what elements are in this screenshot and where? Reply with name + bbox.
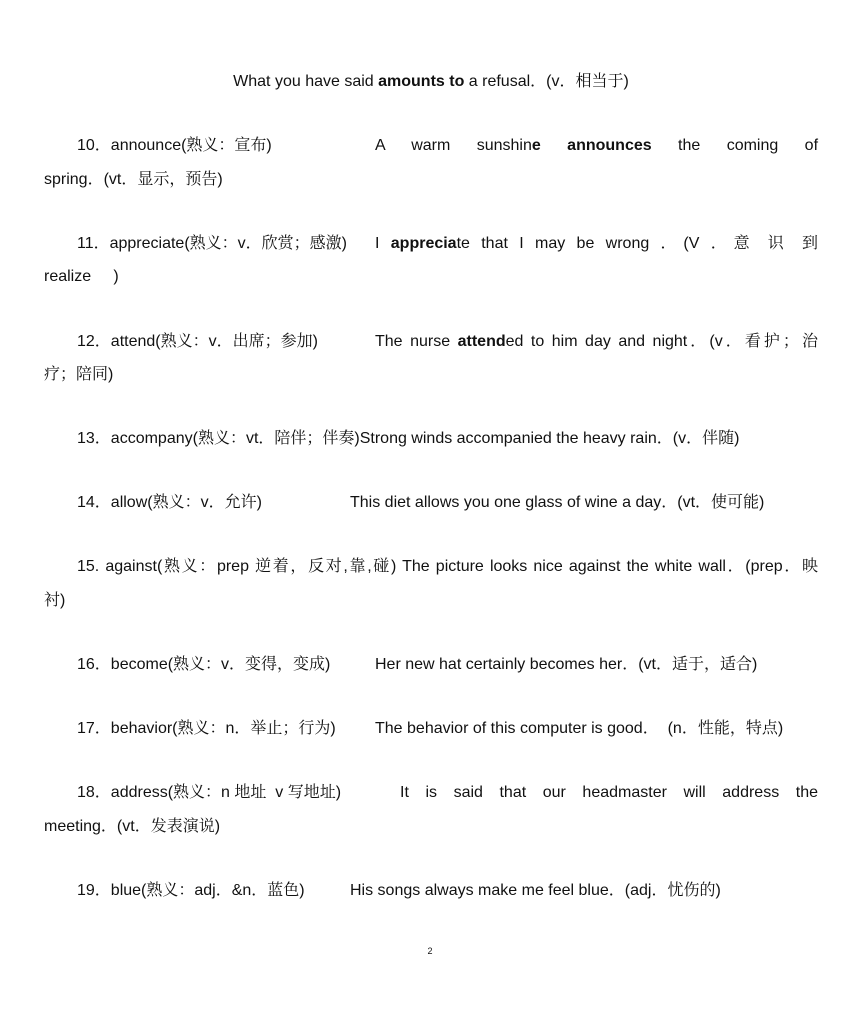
entry-18-continuation: meeting．(vt．发表演说) — [44, 818, 221, 835]
bold-phrase: amounts to — [378, 73, 465, 90]
entry-17-example: The behavior of this computer is good． (n．性能，特点) — [375, 720, 784, 737]
entry-12-continuation: 疗；陪同) — [44, 366, 114, 383]
text: a refusal．(v．相当于) — [464, 73, 629, 90]
text: te that I may be wrong ．(V ．意 识 到 — [456, 235, 818, 252]
text: The nurse — [375, 333, 458, 350]
entry-15: 15. against(熟义：prep 逆着，反对,靠,碰) The picture looks nice against the white wall．(prep．映 — [77, 558, 818, 575]
entry-16-example: Her new hat certainly becomes her．(vt．适于，适合) — [375, 656, 758, 673]
text: I — [375, 235, 391, 252]
entry-19-example: His songs always make me feel blue．(adj．忧伤的) — [350, 882, 721, 899]
entry-12-example — [375, 332, 818, 352]
entry-14-term: 14．allow(熟义：v．允许) — [77, 494, 262, 511]
entry-19-term: 19．blue(熟义：adj．&n．蓝色) — [77, 882, 305, 899]
entry-17-term: 17．behavior(熟义：n．举止；行为) — [77, 720, 336, 737]
entry-16-term: 16．become(熟义：v．变得，变成) — [77, 656, 331, 673]
entry-11-term: 11．appreciate(熟义：v．欣赏；感激) — [77, 235, 347, 252]
entry-10-term: 10．announce(熟义：宣布) — [77, 137, 272, 154]
intro-sentence — [44, 72, 818, 92]
entry-10-continuation: spring．(vt．显示，预告) — [44, 171, 223, 188]
entry-18-term: 18．address(熟义：n 地址 v 写地址) — [77, 784, 342, 801]
text: A warm sunshin — [375, 137, 532, 154]
bold-phrase: announces — [567, 137, 652, 154]
entry-15-continuation: 衬) — [44, 592, 66, 609]
entry-11-continuation: realize ) — [44, 268, 119, 285]
text: the coming of — [651, 137, 819, 154]
bold-text: apprecia — [390, 235, 457, 252]
entry-18-example: It is said that our headmaster will address the — [400, 784, 818, 801]
bold-text: e — [531, 137, 568, 154]
entry-14-example: This diet allows you one glass of wine a day．(vt．使可能) — [350, 494, 765, 511]
entry-12-term: 12．attend(熟义：v．出席；参加) — [77, 333, 318, 350]
bold-text: attend — [457, 333, 506, 350]
text: ed to him day and night．(v．看护；治 — [505, 333, 818, 350]
entry-10-example — [375, 136, 818, 156]
text: What you have said — [233, 73, 379, 90]
page-number: 2 — [427, 946, 433, 956]
entry-11-example — [375, 234, 818, 254]
entry-13: 13．accompany(熟义：vt．陪伴；伴奏)Strong winds accompanied the heavy rain．(v．伴随) — [77, 430, 740, 447]
